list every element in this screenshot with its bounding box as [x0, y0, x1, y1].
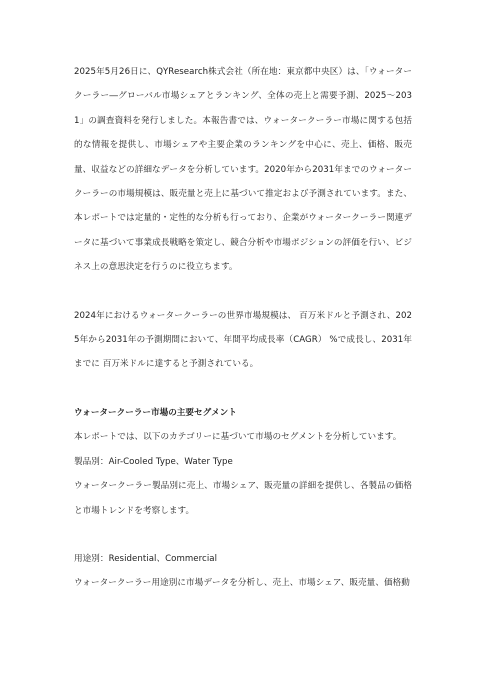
spacer: [74, 280, 412, 304]
segment-intro: 本レポートでは、以下のカテゴリーに基づいて市場のセグメントを分析しています。: [74, 432, 402, 443]
intro-paragraph: 2025年5月26日に、QYResearch株式会社（所在地：東京都中央区）は、「ウォータークーラー―グローバル市場シェアとランキング、全体の売上と需要予測、2025～2031」の調査資料を発行しました。本報告書では、ウォータークーラー市場に関する包括的な情報を提供し、市場シェアや主要企業のランキングを中心に、売上、価格、販売量、収益などの詳細なデータを分析しています。2020年から2031年までのウォータークーラーの市場規模は、販売量と売上に基づいて推定および予測されています。また、本レポートでは定量的・定性的な分析も行っており、企業がウォータークーラー関連データに基づいて事業成長戦略を策定し、競合分析や市場ポジションの評価を行い、ビジネス上の意思決定を行うのに役立ちます。: [74, 67, 412, 273]
spacer: [74, 523, 412, 547]
market-size-paragraph: 2024年におけるウォータークーラーの世界市場規模は、 百万米ドルと予測され、2025年から2031年の予測期間において、年間平均成長率（CAGR） %で成長し、2031年までに 百万米ドルに達すると予測されている。: [74, 310, 412, 370]
product-label: 製品別：Air-Cooled Type、Water Type: [74, 456, 233, 467]
product-description: ウォータークーラー製品別に売上、市場シェア、販売量の詳細を提供し、各製品の価格と市場トレンドを考察します。: [74, 481, 412, 516]
application-label: 用途別：Residential、Commercial: [74, 553, 218, 564]
segment-heading: ウォータークーラー市場の主要セグメント: [74, 407, 237, 418]
document-body: [74, 60, 412, 596]
application-description: ウォータークーラー用途別に市場データを分析し、売上、市場シェア、販売量、価格動: [74, 578, 410, 589]
spacer: [74, 377, 412, 401]
